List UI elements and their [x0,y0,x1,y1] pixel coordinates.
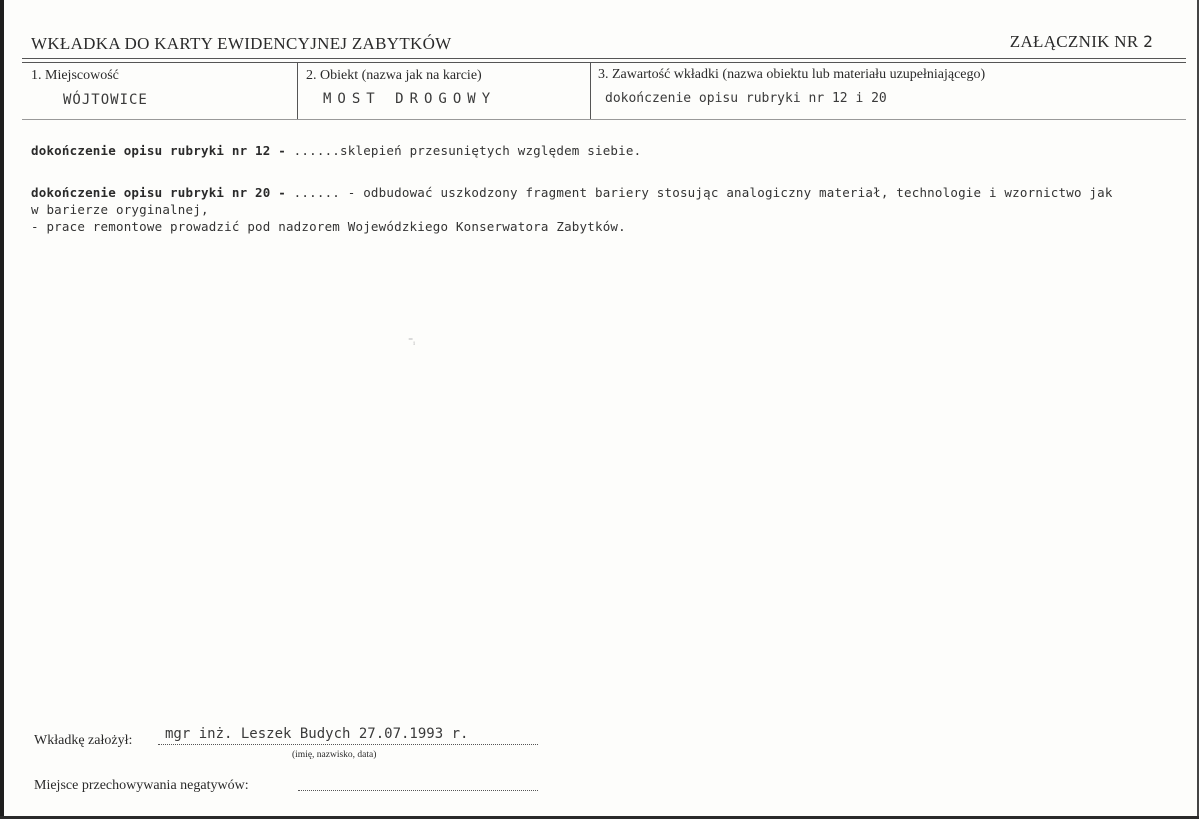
paper-mark: ⁼ᵢ [408,336,415,347]
appendix-text: ZAŁĄCZNIK NR [1009,32,1139,51]
negatives-label: Miejsce przechowywania negatywów: [34,778,249,793]
founder-label: Wkładkę założył: [34,733,133,748]
locality-value: WÓJTOWICE [63,92,148,108]
table-divider-2 [590,62,591,119]
appendix-number: 2 [1143,32,1153,51]
appendix-label [1010,32,1153,52]
body-paragraph-2 [31,185,1113,200]
negatives-dotted-line [298,790,538,791]
body-p2-text: ...... - odbudować uszkodzony fragment bariery stosując analogiczny materiał, technologie i wzornictwo jak [285,185,1113,200]
body-p1-text: ......sklepień przesuniętych względem siebie. [285,143,642,158]
table-bottom-border [22,119,1186,120]
table-divider-1 [297,62,298,119]
contents-label: 3. Zawartość wkładki (nazwa obiektu lub materiału uzupełniającego) [598,67,986,82]
table-top-border-inner [22,62,1186,63]
body-p2-lead: dokończenie opisu rubryki nr 20 - [31,185,286,200]
body-p1-lead: dokończenie opisu rubryki nr 12 - [31,143,286,158]
body-paragraph-2-line-3: - prace remontowe prowadzić pod nadzorem Wojewódzkiego Konserwatora Zabytków. [31,219,626,234]
body-paragraph-1 [31,143,641,158]
card-left-edge [0,0,4,819]
founder-dotted-line [158,744,538,745]
card-title: WKŁADKA DO KARTY EWIDENCYJNEJ ZABYTKÓW [31,34,452,53]
founder-caption: (imię, nazwisko, data) [292,750,377,760]
locality-label: 1. Miejscowość [31,68,119,83]
object-label: 2. Obiekt (nazwa jak na karcie) [306,68,482,83]
table-top-border [22,58,1186,59]
object-value: MOST DROGOWY [323,91,497,107]
founder-value: mgr inż. Leszek Budych 27.07.1993 r. [165,726,469,742]
contents-value: dokończenie opisu rubryki nr 12 i 20 [605,91,887,106]
body-paragraph-2-line-2: w barierze oryginalnej, [31,202,209,217]
